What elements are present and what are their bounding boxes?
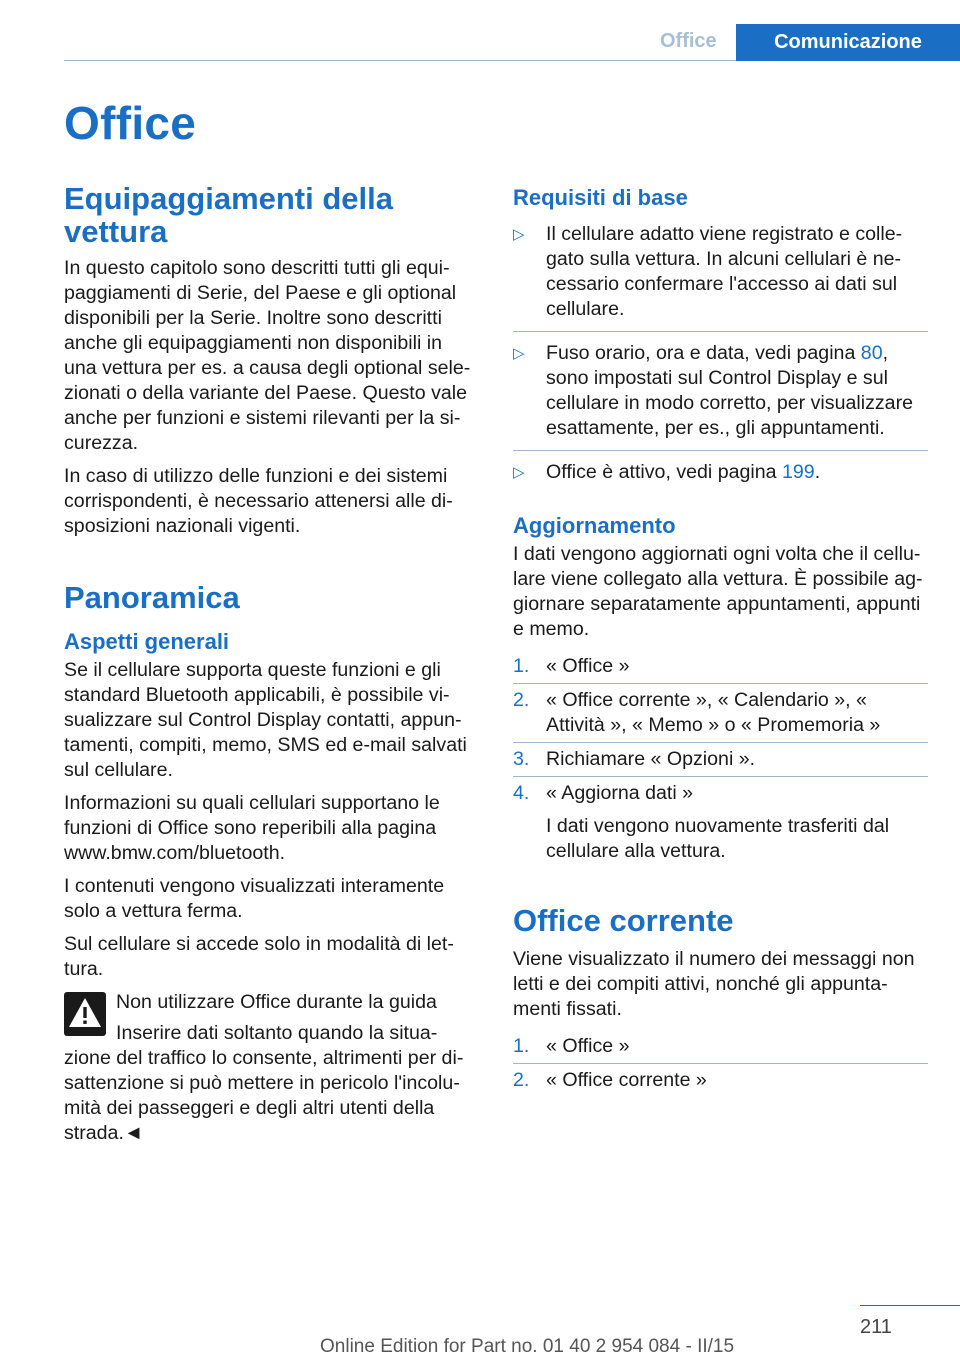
warning-body xyxy=(64,1021,476,1146)
warning-triangle-icon xyxy=(64,992,106,1036)
step-text: « Office corrente » xyxy=(546,1069,707,1091)
section-aspetti xyxy=(64,658,476,982)
step-number: 1. xyxy=(513,1035,530,1057)
page-link-80[interactable]: 80 xyxy=(860,342,883,364)
list-item-text: Fuso orario, ora e data, vedi pagina xyxy=(546,342,861,364)
list-item-text: Office è attivo, vedi pagina xyxy=(546,461,782,483)
step-text: « Office corrente », « Calendario », « Attività », « Memo » o « Promemoria » xyxy=(546,689,881,736)
footer-edition: Online Edition for Part no. 01 40 2 954 084 - II/15 xyxy=(320,1336,735,1357)
step-text: « Office » xyxy=(546,1035,630,1057)
paragraph: Sul cellulare si accede solo in modalità di lettura. xyxy=(64,933,454,980)
list-item xyxy=(513,654,928,684)
step-note: I dati vengono nuovamente trasferiti dal cellulare alla vettura. xyxy=(546,815,890,862)
step-number: 2. xyxy=(513,1069,530,1091)
section-office-corrente xyxy=(513,947,928,1022)
paragraph: I contenuti vengono visualizzati interamente solo a vettura ferma. xyxy=(64,875,445,922)
heading-panoramica: Panoramica xyxy=(64,580,240,615)
list-item-text: , sono impostati sul Control Display e sul cellulare in modo corretto, per visualizzare esattamente, per es., gli appuntamenti. xyxy=(546,342,914,439)
list-item xyxy=(513,1068,928,1097)
heading-aggiornamento: Aggiornamento xyxy=(513,513,676,538)
paragraph: I dati vengono aggiornati ogni volta che il cellulare viene collegato alla vettura. È possibile aggiornare separatamente appuntamenti, appunti e memo. xyxy=(513,543,923,640)
requisiti-list xyxy=(513,222,928,494)
header-chapter-label: Comunicazione xyxy=(774,31,922,53)
heading-office-corrente: Office corrente xyxy=(513,903,734,938)
list-item xyxy=(513,747,928,777)
page-title: Office xyxy=(64,97,197,149)
step-text: « Office » xyxy=(546,655,630,677)
triangle-bullet-icon: ▷ xyxy=(513,345,525,362)
step-number: 4. xyxy=(513,782,530,804)
warning-body-text: Inserire dati soltanto quando la situazione del traffico lo consente, altrimenti per disattenzione si può mettere in pericolo l'incolumità dei passeggeri e degli altri utenti della strada.◄ xyxy=(64,1022,464,1144)
paragraph: Informazioni su quali cellulari supportano le funzioni di Office sono reperibili alla pagina www.bmw.com/bluetooth. xyxy=(64,792,440,864)
header-chapter-tab xyxy=(736,24,960,61)
right-column xyxy=(513,184,928,1101)
left-column xyxy=(64,182,476,1146)
paragraph: Se il cellulare supporta queste funzioni e gli standard Bluetooth applicabili, è possibile visualizzare sul Control Display contatti, appuntamenti, compiti, memo, SMS ed e-mail salvati sul cellulare. xyxy=(64,659,467,781)
aggiornamento-steps xyxy=(513,654,928,868)
page-number: 211 xyxy=(860,1316,892,1338)
step-text: Richiamare « Opzioni ». xyxy=(546,748,756,770)
step-text: « Aggiorna dati » xyxy=(546,782,694,804)
page-link-199[interactable]: 199 xyxy=(782,461,815,483)
list-item xyxy=(513,222,928,332)
triangle-bullet-icon: ▷ xyxy=(513,226,525,243)
paragraph: In caso di utilizzo delle funzioni e dei sistemi corrispondenti, è necessario attenersi alle disposizioni nazionali vigenti. xyxy=(64,465,453,537)
list-item xyxy=(513,781,928,868)
step-number: 2. xyxy=(513,689,530,711)
list-item xyxy=(513,688,928,743)
heading-requisiti: Requisiti di base xyxy=(513,185,688,210)
list-item xyxy=(513,460,928,494)
footer-rule xyxy=(860,1305,960,1306)
warning-box xyxy=(64,990,476,1146)
header-section-label: Office xyxy=(660,30,717,52)
triangle-bullet-icon: ▷ xyxy=(513,464,525,481)
heading-equipaggiamenti: Equipaggiamenti della vettura xyxy=(64,181,393,249)
step-number: 3. xyxy=(513,748,530,770)
list-item-text: . xyxy=(814,461,821,483)
warning-title: Non utilizzare Office durante la guida xyxy=(116,991,437,1013)
step-number: 1. xyxy=(513,655,530,677)
section-equipaggiamenti xyxy=(64,256,476,539)
heading-aspetti-generali: Aspetti generali xyxy=(64,629,230,654)
paragraph: In questo capitolo sono descritti tutti gli equipaggiamenti di Serie, del Paese e gli optional disponibili per la Serie. Inoltre sono descritti anche gli equipaggiamenti non disponibili in una vettura per es. a causa degli optional selezionati o della variante del Paese. Questo vale anche per funzioni e sistemi rilevanti per la sicurezza. xyxy=(64,257,471,454)
list-item xyxy=(513,1034,928,1064)
paragraph: Viene visualizzato il numero dei messaggi non letti e dei compiti attivi, nonché gli appuntamenti fissati. xyxy=(513,948,915,1020)
section-aggiornamento xyxy=(513,542,928,642)
office-corrente-steps xyxy=(513,1034,928,1097)
list-item xyxy=(513,341,928,451)
list-item-text: Il cellulare adatto viene registrato e collegato sulla vettura. In alcuni cellulari è necessario confermare l'accesso ai dati sul cellulare. xyxy=(546,223,903,320)
